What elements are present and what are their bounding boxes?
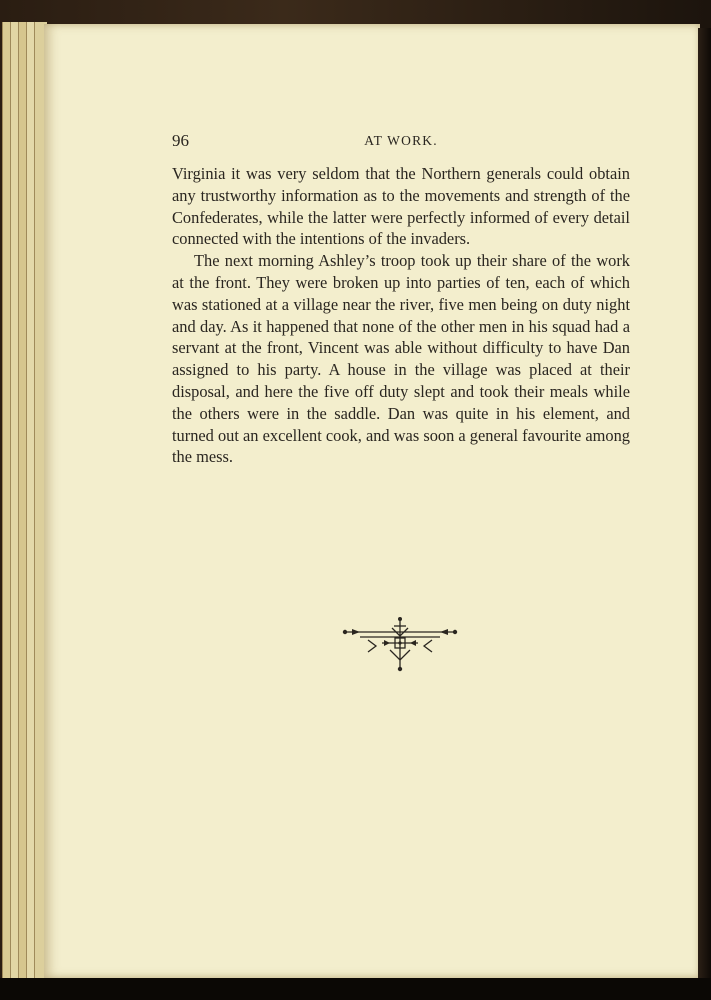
page-gutter-shadow bbox=[698, 28, 711, 978]
page-number: 96 bbox=[172, 131, 189, 150]
bottom-shadow bbox=[0, 978, 711, 1000]
decorative-tailpiece-icon bbox=[340, 616, 460, 672]
running-head: AT WORK. bbox=[364, 133, 438, 148]
page-header bbox=[172, 131, 630, 153]
paragraph-2: The next morning Ashley’s troop took up their share of the work at the front. They were broken up into parties of ten, each of which was stationed at a village near the river, five men being on duty night and day. As it happened that none of the other men in his squad had a servant at the front, Vincent was able without difficulty to have Dan assigned to his party. A house in the village was placed at their disposal, and here the five off duty slept and took their meals while the others were in the saddle. Dan was quite in his element, and turned out an excellent cook, and was soon a general favourite among the mess. bbox=[172, 251, 630, 467]
body-text bbox=[172, 163, 630, 468]
paragraph-1: Virginia it was very seldom that the Northern generals could obtain any trustworthy information as to the movements and strength of the Confederates, while the latter were perfectly informed of every detail connected with the intentions of the invaders. bbox=[172, 164, 630, 249]
